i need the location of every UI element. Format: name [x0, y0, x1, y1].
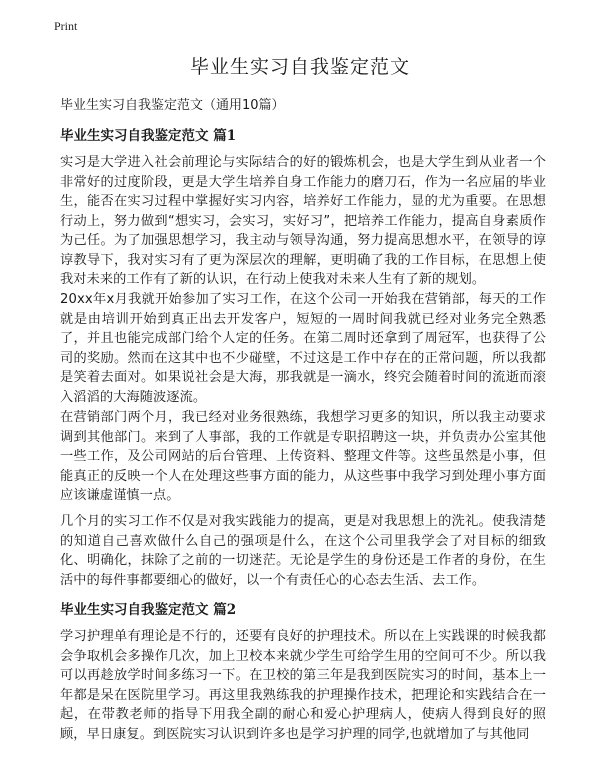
document-subtitle: 毕业生实习自我鉴定范文（通用10篇）: [60, 98, 285, 113]
print-link[interactable]: Print: [54, 19, 78, 33]
document-title: 毕业生实习自我鉴定范文: [189, 56, 410, 78]
section-1-paragraph-1: 实习是大学进入社会前理论与实际结合的好的锻炼机会，也是大学生到从业者一个非常好的过度阶段，更是大学生培养自身工作能力的磨刀石，作为一名应届的毕业生，能否在实习过程中掌握好实习内容，培养好工作能力，显的尤为重要。在思想行动上，努力做到“想实习，会实习，实好习”，把培养工作能力，提高自身素质作为己任。为了加强思想学习，我主动与领导沟通，努力提高思想水平，在领导的谆谆教导下，我对实习有了更为深层次的理解，更明确了我的工作目标，在思想上使我对未来的工作有了新的认识，在行动上使我对未来人生有了新的规划。: [60, 155, 546, 287]
section-heading-1: 毕业生实习自我鉴定范文 篇1: [60, 128, 237, 144]
section-1-paragraph-2: 20xx年x月我就开始参加了实习工作，在这个公司一开始我在营销部，每天的工作就是由培训开始到真正出去开发客户，短短的一周时间我就已经对业务完全熟悉了，并且也能完成部门给个人定的任务。在第二周时还拿到了周冠军，也获得了公司的奖励。然而在这其中也不少碰壁，不过这是工作中存在的正常问题，所以我都是笑着去面对。如果说社会是大海，那我就是一滴水，终究会随着时间的流逝而滚入滔滔的大海随波逐流。: [60, 292, 546, 405]
section-heading-2: 毕业生实习自我鉴定范文 篇2: [60, 602, 237, 618]
section-2-paragraph-1: 学习护理单有理论是不行的，还要有良好的护理技术。所以在上实践课的时候我都会争取机会多操作几次，加上卫校本来就少学生可给学生用的空间可不少。所以我可以再趁放学时间多练习一下。在卫校的第三年是我到医院实习的时间，基本上一年都是呆在医院里学习。再这里我熟练我的护理操作技术，把理论和实践结合在一起，在带教老师的指导下用我全副的耐心和爱心护理病人，使病人得到良好的照顾，早日康复。到医院实习认识到许多也是学习护理的同学,也就增加了与其他同: [60, 629, 546, 742]
section-1-paragraph-3: 在营销部门两个月，我已经对业务很熟练，我想学习更多的知识，所以我主动要求调到其他部门。来到了人事部，我的工作就是专职招聘这一块，并负责办公室其他一些工作，及公司网站的后台管理、上传资料、整理文件等。这些虽然是小事，但能真正的反映一个人在处理这些事方面的能力，从这些事中我学习到处理小事方面应该谦虚谨慎一点。: [60, 410, 546, 503]
section-1-paragraph-4: 几个月的实习工作不仅是对我实践能力的提高，更是对我思想上的洗礼。使我清楚的知道自己喜欢做什么自己的强项是什么，在这个公司里我学会了对目标的细致化、明确化，抹除了之前的一切迷茫。无论是学生的身份还是工作者的身份，在生活中的每件事都要细心的做好，以一个有责任心的心态去生活、去工作。: [60, 514, 546, 588]
